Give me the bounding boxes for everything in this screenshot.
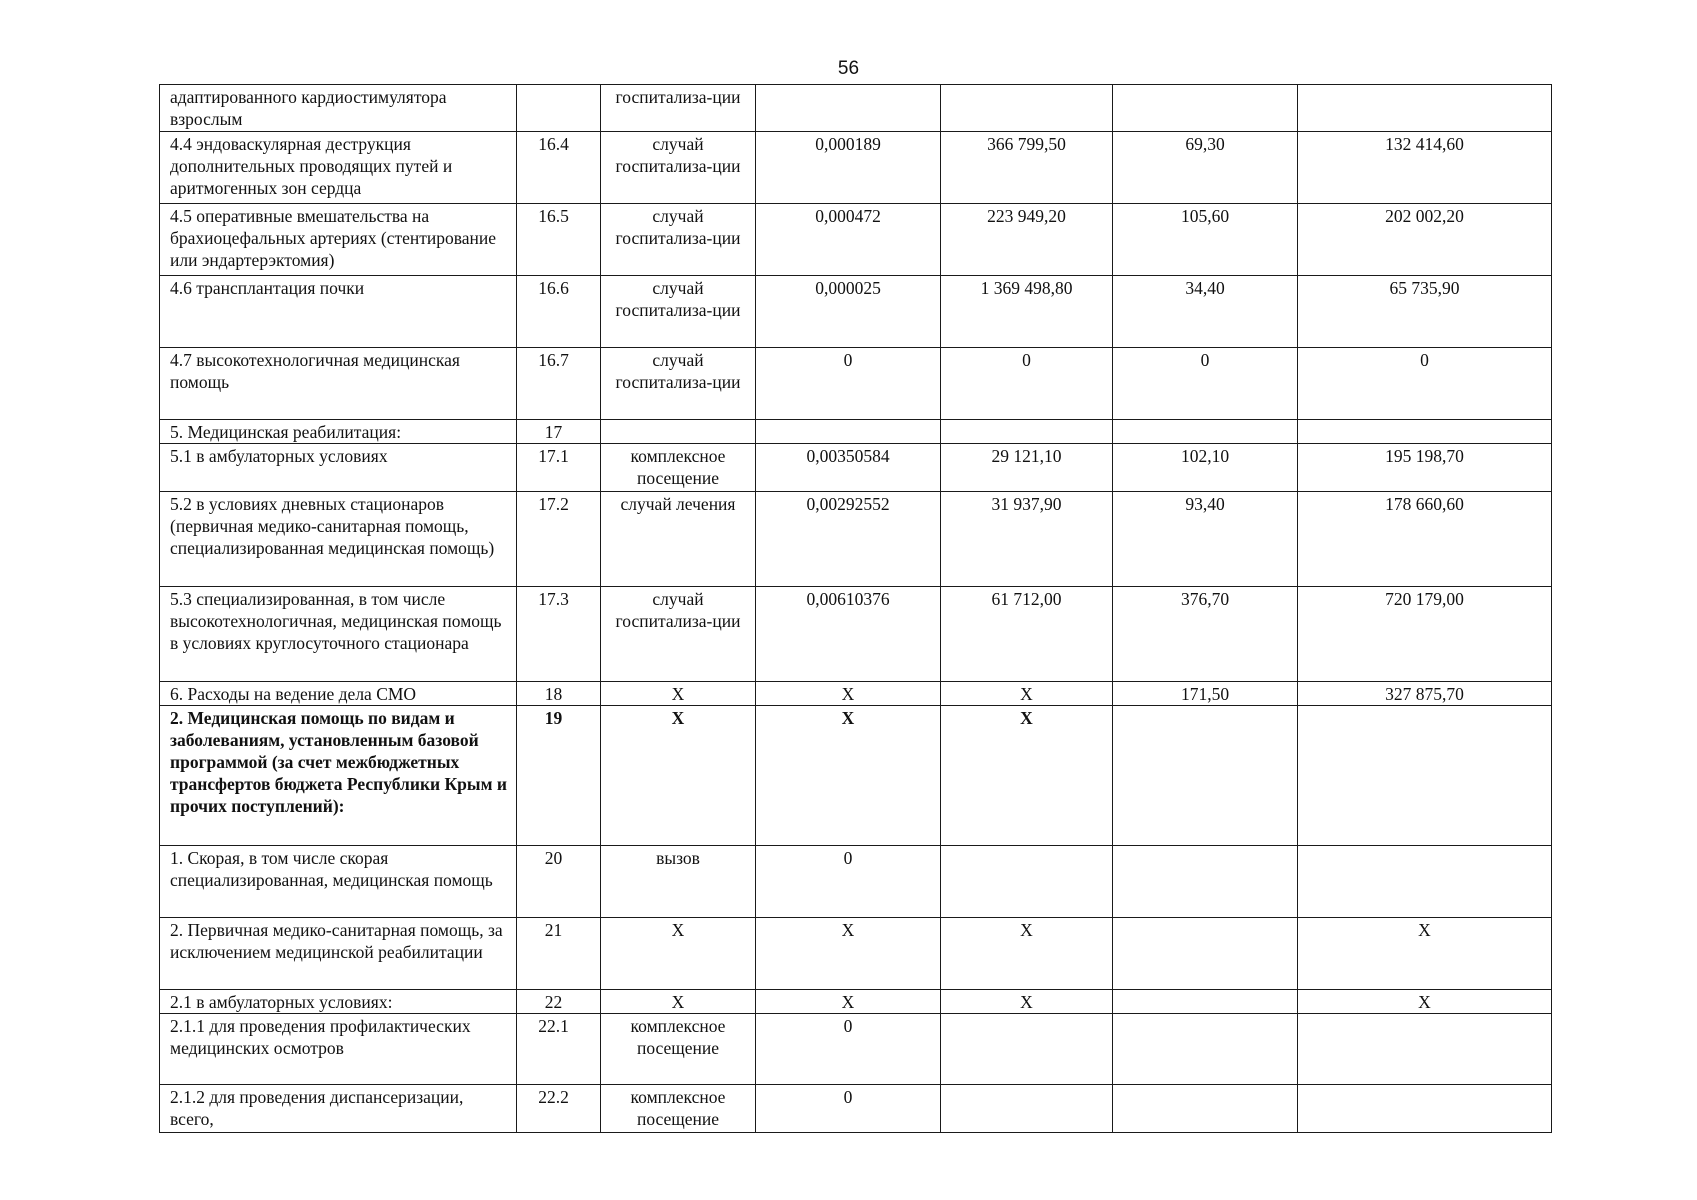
row-label: 2.1 в амбулаторных условиях: (160, 990, 517, 1014)
unit-cell: комплексное посещение (601, 1085, 756, 1133)
value-cell: 0,00292552 (756, 492, 941, 587)
value-cell: 61 712,00 (941, 587, 1113, 682)
value-cell: X (756, 918, 941, 990)
table-row (160, 1085, 1552, 1133)
value-cell: 376,70 (1113, 587, 1298, 682)
value-cell: 327 875,70 (1298, 682, 1552, 706)
value-cell: X (1298, 918, 1552, 990)
value-cell: X (756, 990, 941, 1014)
unit-cell: X (601, 706, 756, 846)
row-label: 4.4 эндоваскулярная деструкция дополнительных проводящих путей и аритмогенных зон сердца (160, 132, 517, 204)
table-row (160, 706, 1552, 846)
unit-cell: госпитализа-ции (601, 85, 756, 132)
value-cell (941, 1014, 1113, 1085)
page-number: 56 (837, 58, 860, 79)
value-cell: 0 (1113, 348, 1298, 420)
row-code: 22.2 (517, 1085, 601, 1133)
table-row (160, 492, 1552, 587)
value-cell (1113, 846, 1298, 918)
value-cell: 65 735,90 (1298, 276, 1552, 348)
value-cell: X (941, 682, 1113, 706)
value-cell: 0,000025 (756, 276, 941, 348)
value-cell: 0,00350584 (756, 444, 941, 492)
unit-cell: случай госпитализа-ции (601, 276, 756, 348)
table-row (160, 1014, 1552, 1085)
row-code: 20 (517, 846, 601, 918)
row-label: адаптированного кардиостимулятора взрослым (160, 85, 517, 132)
value-cell: 0 (756, 348, 941, 420)
table-row (160, 918, 1552, 990)
value-cell: 0,000472 (756, 204, 941, 276)
value-cell: X (756, 682, 941, 706)
value-cell: 195 198,70 (1298, 444, 1552, 492)
row-label: 6. Расходы на ведение дела СМО (160, 682, 517, 706)
value-cell: 0 (1298, 348, 1552, 420)
value-cell: 0,00610376 (756, 587, 941, 682)
row-code: 17.1 (517, 444, 601, 492)
table-row (160, 348, 1552, 420)
value-cell: X (941, 990, 1113, 1014)
row-label: 5.1 в амбулаторных условиях (160, 444, 517, 492)
value-cell (1113, 1085, 1298, 1133)
table-row (160, 682, 1552, 706)
value-cell: 0,000189 (756, 132, 941, 204)
value-cell (941, 1085, 1113, 1133)
value-cell: 720 179,00 (1298, 587, 1552, 682)
row-label: 4.6 трансплантация почки (160, 276, 517, 348)
table-row (160, 276, 1552, 348)
value-cell (1113, 706, 1298, 846)
value-cell: X (941, 918, 1113, 990)
value-cell (1298, 85, 1552, 132)
unit-cell: случай лечения (601, 492, 756, 587)
unit-cell (601, 420, 756, 444)
value-cell (941, 85, 1113, 132)
value-cell: 31 937,90 (941, 492, 1113, 587)
row-label: 5.3 специализированная, в том числе высокотехнологичная, медицинская помощь в условиях круглосуточного стационара (160, 587, 517, 682)
value-cell (756, 85, 941, 132)
value-cell (1113, 85, 1298, 132)
table-row (160, 990, 1552, 1014)
unit-cell: X (601, 990, 756, 1014)
value-cell (1113, 420, 1298, 444)
unit-cell: X (601, 918, 756, 990)
row-code: 18 (517, 682, 601, 706)
row-label: 2. Первичная медико-санитарная помощь, за исключением медицинской реабилитации (160, 918, 517, 990)
value-cell: 102,10 (1113, 444, 1298, 492)
unit-cell: случай госпитализа-ции (601, 348, 756, 420)
unit-cell: случай госпитализа-ции (601, 587, 756, 682)
row-code: 16.7 (517, 348, 601, 420)
table-row (160, 587, 1552, 682)
value-cell: 93,40 (1113, 492, 1298, 587)
unit-cell: вызов (601, 846, 756, 918)
value-cell: 178 660,60 (1298, 492, 1552, 587)
value-cell: 0 (756, 1085, 941, 1133)
row-code: 19 (517, 706, 601, 846)
value-cell (1298, 1085, 1552, 1133)
value-cell: 202 002,20 (1298, 204, 1552, 276)
value-cell (1298, 1014, 1552, 1085)
data-table (159, 84, 1552, 1133)
unit-cell: комплексное посещение (601, 1014, 756, 1085)
row-label: 5.2 в условиях дневных стационаров (первичная медико-санитарная помощь, специализированная медицинская помощь) (160, 492, 517, 587)
unit-cell: случай госпитализа-ции (601, 132, 756, 204)
row-code: 21 (517, 918, 601, 990)
value-cell: 223 949,20 (941, 204, 1113, 276)
value-cell (1298, 846, 1552, 918)
value-cell (1113, 990, 1298, 1014)
row-label: 4.7 высокотехнологичная медицинская помощь (160, 348, 517, 420)
row-code (517, 85, 601, 132)
value-cell: 366 799,50 (941, 132, 1113, 204)
table-row (160, 204, 1552, 276)
value-cell (1298, 706, 1552, 846)
value-cell: X (1298, 990, 1552, 1014)
value-cell (1113, 918, 1298, 990)
value-cell: 0 (756, 846, 941, 918)
row-label: 2.1.1 для проведения профилактических медицинских осмотров (160, 1014, 517, 1085)
value-cell (1113, 1014, 1298, 1085)
value-cell: X (756, 706, 941, 846)
value-cell: 132 414,60 (1298, 132, 1552, 204)
row-code: 16.5 (517, 204, 601, 276)
value-cell: 34,40 (1113, 276, 1298, 348)
value-cell: 0 (756, 1014, 941, 1085)
row-code: 16.6 (517, 276, 601, 348)
value-cell (941, 846, 1113, 918)
row-code: 22.1 (517, 1014, 601, 1085)
table-row (160, 444, 1552, 492)
table-row (160, 420, 1552, 444)
value-cell (1298, 420, 1552, 444)
row-code: 22 (517, 990, 601, 1014)
value-cell (941, 420, 1113, 444)
row-label: 1. Скорая, в том числе скорая специализированная, медицинская помощь (160, 846, 517, 918)
value-cell: 171,50 (1113, 682, 1298, 706)
row-label: 2. Медицинская помощь по видам и заболеваниям, установленным базовой программой (за счет межбюджетных трансфертов бюджета Республики Крым и прочих поступлений): (160, 706, 517, 846)
row-label: 4.5 оперативные вмешательства на брахиоцефальных артериях (стентирование или эндартерэктомия) (160, 204, 517, 276)
row-label: 5. Медицинская реабилитация: (160, 420, 517, 444)
value-cell: X (941, 706, 1113, 846)
unit-cell: X (601, 682, 756, 706)
row-label: 2.1.2 для проведения диспансеризации, всего, (160, 1085, 517, 1133)
table-row (160, 85, 1552, 132)
value-cell: 105,60 (1113, 204, 1298, 276)
row-code: 17.3 (517, 587, 601, 682)
value-cell: 69,30 (1113, 132, 1298, 204)
row-code: 17.2 (517, 492, 601, 587)
unit-cell: комплексное посещение (601, 444, 756, 492)
table-row (160, 132, 1552, 204)
value-cell (756, 420, 941, 444)
value-cell: 29 121,10 (941, 444, 1113, 492)
value-cell: 0 (941, 348, 1113, 420)
unit-cell: случай госпитализа-ции (601, 204, 756, 276)
row-code: 17 (517, 420, 601, 444)
row-code: 16.4 (517, 132, 601, 204)
value-cell: 1 369 498,80 (941, 276, 1113, 348)
table-row (160, 846, 1552, 918)
